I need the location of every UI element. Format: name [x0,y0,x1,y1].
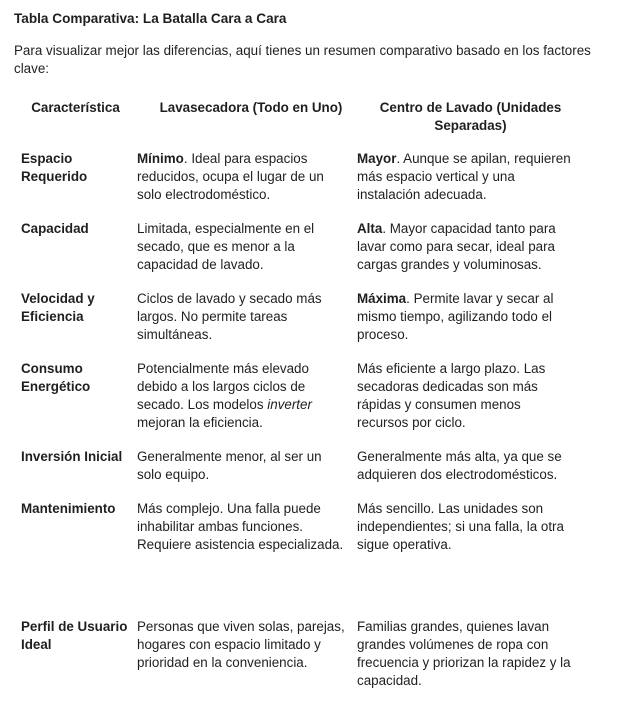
cell-text: Más sencillo. Las unidades son independientes; si una falla, la otra sigue operativa. [357,501,564,552]
cell-text: Limitada, especialmente en el secado, que es menor a la capacidad de lavado. [137,221,315,272]
row-laundry-center-cell [357,220,584,290]
cell-text: Familias grandes, quienes lavan grandes volúmenes de ropa con frecuencia y priorizan la rapidez y la capacidad. [357,619,571,688]
cell-text: . Mayor capacidad tanto para lavar como para secar, ideal para cargas grandes y voluminosas. [357,221,556,272]
row-laundry-center-cell [357,448,584,500]
cell-bold: Mínimo [137,151,184,166]
table-row [14,618,584,706]
table-row [14,448,584,500]
cell-text: Personas que viven solas, parejas, hogares con espacio limitado y prioridad en la conveniencia. [137,619,345,670]
header-washer-dryer: Lavasecadora (Todo en Uno) [159,100,343,115]
row-washer-dryer-cell [137,360,357,448]
table-row [14,500,584,570]
row-feature: Perfil de Usuario Ideal [21,619,128,652]
header-feature: Característica [31,100,120,115]
header-laundry-center: Centro de Lavado (Unidades Separadas) [379,100,562,133]
cell-text: Más complejo. Una falla puede inhabilitar ambas funciones. Requiere asistencia especializada. [137,501,344,552]
cell-text: . Ideal para espacios reducidos, ocupa el lugar de un solo electrodoméstico. [137,151,324,202]
intro-paragraph: Para visualizar mejor las diferencias, aquí tienes un resumen comparativo basado en los factores clave: [14,43,591,76]
table-row [14,150,584,220]
comparison-table [14,99,584,706]
table-header-row [14,99,584,150]
cell-text: . Permite lavar y secar al mismo tiempo, agilizando todo el proceso. [357,291,554,342]
cell-text: Generalmente más alta, ya que se adquieren dos electrodomésticos. [357,449,562,482]
cell-bold: Máxima [357,291,407,306]
cell-text: Ciclos de lavado y secado más largos. No permite tareas simultáneas. [137,291,322,342]
row-feature: Consumo Energético [21,361,91,394]
row-washer-dryer-cell [137,220,357,290]
row-feature: Mantenimiento [21,501,116,516]
cell-text: mejoran la eficiencia. [137,415,263,430]
row-washer-dryer-cell [137,448,357,500]
row-feature: Espacio Requerido [21,151,88,184]
cell-text: Más eficiente a largo plazo. Las secadoras dedicadas son más rápidas y consumen menos recursos por ciclo. [357,361,546,430]
section-title: Tabla Comparativa: La Batalla Cara a Cara [14,11,287,26]
cell-bold: Mayor [357,151,397,166]
cell-italic: inverter [267,397,312,412]
spacer-row [14,570,584,618]
row-washer-dryer-cell [137,500,357,570]
row-laundry-center-cell [357,618,584,706]
row-feature: Capacidad [21,221,89,236]
table-row [14,220,584,290]
cell-text: . Aunque se apilan, requieren más espacio vertical y una instalación adecuada. [357,151,571,202]
table-row [14,290,584,360]
cell-text: Generalmente menor, al ser un solo equipo. [137,449,322,482]
table-row [14,360,584,448]
row-washer-dryer-cell [137,150,357,220]
row-washer-dryer-cell [137,618,357,706]
row-laundry-center-cell [357,150,584,220]
row-feature: Inversión Inicial [21,449,123,464]
cell-bold: Alta [357,221,383,236]
row-laundry-center-cell [357,290,584,360]
row-laundry-center-cell [357,360,584,448]
cell-text: Potencialmente más elevado debido a los largos ciclos de secado. Los modelos [137,361,309,412]
row-laundry-center-cell [357,500,584,570]
row-feature: Velocidad y Eficiencia [21,291,95,324]
row-washer-dryer-cell [137,290,357,360]
